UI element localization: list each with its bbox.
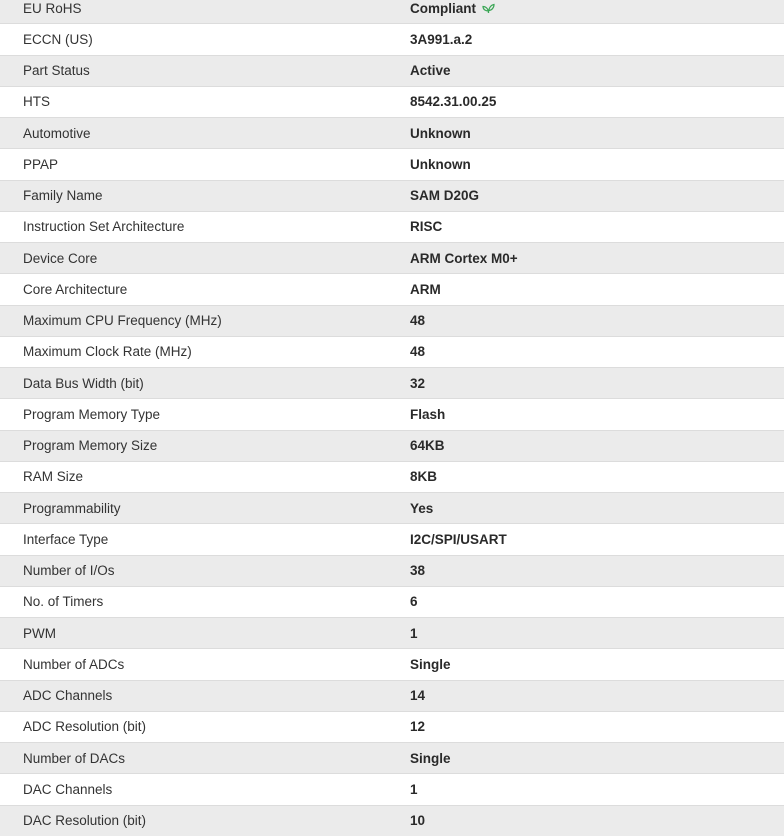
spec-value-text: RISC <box>410 219 443 235</box>
spec-value-text: Unknown <box>410 156 471 172</box>
table-row <box>0 773 784 804</box>
spec-label: Instruction Set Architecture <box>23 219 185 235</box>
spec-value <box>388 407 445 422</box>
spec-value <box>388 469 437 484</box>
spec-value-text: 1 <box>410 625 418 641</box>
spec-label: Number of DACs <box>23 750 126 766</box>
table-row <box>0 523 784 554</box>
spec-value-text: SAM D20G <box>410 188 480 204</box>
table-row <box>0 117 784 148</box>
spec-value <box>388 719 425 734</box>
spec-label: Device Core <box>23 250 98 266</box>
spec-value-text: Yes <box>410 500 434 516</box>
table-row <box>0 180 784 211</box>
table-row <box>0 273 784 304</box>
spec-label: Data Bus Width (bit) <box>23 375 144 391</box>
spec-label: Maximum CPU Frequency (MHz) <box>23 313 222 329</box>
spec-value-text: I2C/SPI/USART <box>410 531 507 547</box>
table-row <box>0 680 784 711</box>
spec-value <box>388 126 471 141</box>
table-row <box>0 55 784 86</box>
spec-value <box>388 376 425 391</box>
spec-value <box>388 188 479 203</box>
spec-value-text: 8KB <box>410 469 438 485</box>
spec-value <box>388 688 425 703</box>
spec-value <box>388 251 518 266</box>
table-row <box>0 242 784 273</box>
spec-value <box>388 157 471 172</box>
spec-value <box>388 563 425 578</box>
spec-value <box>388 219 442 234</box>
spec-label: Maximum Clock Rate (MHz) <box>23 344 192 360</box>
spec-value <box>388 63 451 78</box>
spec-value-text: 48 <box>410 313 426 329</box>
spec-value-text: Single <box>410 656 451 672</box>
spec-label: RAM Size <box>23 469 84 485</box>
spec-value <box>388 94 496 109</box>
spec-label: Number of I/Os <box>23 563 115 579</box>
spec-value <box>388 594 418 609</box>
spec-label: Program Memory Size <box>23 438 158 454</box>
table-row <box>0 148 784 179</box>
table-row <box>0 305 784 336</box>
table-row <box>0 805 784 836</box>
spec-value-text: 8542.31.00.25 <box>410 94 497 110</box>
table-row <box>0 492 784 523</box>
spec-label: DAC Resolution (bit) <box>23 813 147 829</box>
spec-label: HTS <box>23 94 50 110</box>
leaf-icon <box>482 3 495 14</box>
spec-label: ADC Channels <box>23 688 113 704</box>
table-row <box>0 461 784 492</box>
spec-value <box>388 32 472 47</box>
spec-value-text: 1 <box>410 781 418 797</box>
spec-value <box>388 626 418 641</box>
table-row <box>0 711 784 742</box>
spec-value-text: 3A991.a.2 <box>410 31 473 47</box>
spec-value-text: 64KB <box>410 438 445 454</box>
spec-value-text: Unknown <box>410 125 471 141</box>
spec-value <box>388 501 433 516</box>
spec-value-text: 38 <box>410 563 426 579</box>
spec-value <box>388 813 425 828</box>
table-row <box>0 367 784 398</box>
spec-label: Automotive <box>23 125 91 141</box>
table-row <box>0 0 784 23</box>
spec-value-text: ARM <box>410 281 441 297</box>
table-row <box>0 648 784 679</box>
spec-label: Core Architecture <box>23 281 128 297</box>
spec-value-text: Active <box>410 63 451 79</box>
spec-label: PWM <box>23 625 56 641</box>
table-row <box>0 398 784 429</box>
spec-value-text: Compliant <box>410 0 476 16</box>
table-row <box>0 742 784 773</box>
table-row <box>0 617 784 648</box>
spec-label: Interface Type <box>23 531 109 547</box>
spec-value-text: 12 <box>410 719 426 735</box>
table-row <box>0 430 784 461</box>
spec-value <box>388 532 507 547</box>
spec-value <box>388 282 441 297</box>
spec-label: Family Name <box>23 188 103 204</box>
spec-value-text: 48 <box>410 344 426 360</box>
spec-value <box>388 751 451 766</box>
spec-value <box>388 313 425 328</box>
spec-value-text: 6 <box>410 594 418 610</box>
spec-label: EU RoHS <box>23 0 82 16</box>
spec-value <box>388 657 451 672</box>
table-row <box>0 555 784 586</box>
spec-value <box>388 438 445 453</box>
spec-label: Programmability <box>23 500 121 516</box>
spec-value-text: 32 <box>410 375 426 391</box>
spec-label: Program Memory Type <box>23 406 161 422</box>
spec-label: No. of Timers <box>23 594 104 610</box>
spec-label: ADC Resolution (bit) <box>23 719 147 735</box>
spec-value-text: ARM Cortex M0+ <box>410 250 518 266</box>
table-row <box>0 586 784 617</box>
spec-label: ECCN (US) <box>23 31 93 47</box>
spec-value <box>388 1 495 16</box>
spec-value <box>388 344 425 359</box>
spec-value-text: 10 <box>410 813 426 829</box>
spec-value-text: Single <box>410 750 451 766</box>
table-row <box>0 336 784 367</box>
table-row <box>0 86 784 117</box>
spec-label: DAC Channels <box>23 781 113 797</box>
spec-label: PPAP <box>23 156 59 172</box>
spec-value <box>388 782 418 797</box>
spec-value-text: 14 <box>410 688 426 704</box>
spec-label: Part Status <box>23 63 90 79</box>
spec-label: Number of ADCs <box>23 656 125 672</box>
table-row <box>0 23 784 54</box>
table-row <box>0 211 784 242</box>
spec-value-text: Flash <box>410 406 446 422</box>
